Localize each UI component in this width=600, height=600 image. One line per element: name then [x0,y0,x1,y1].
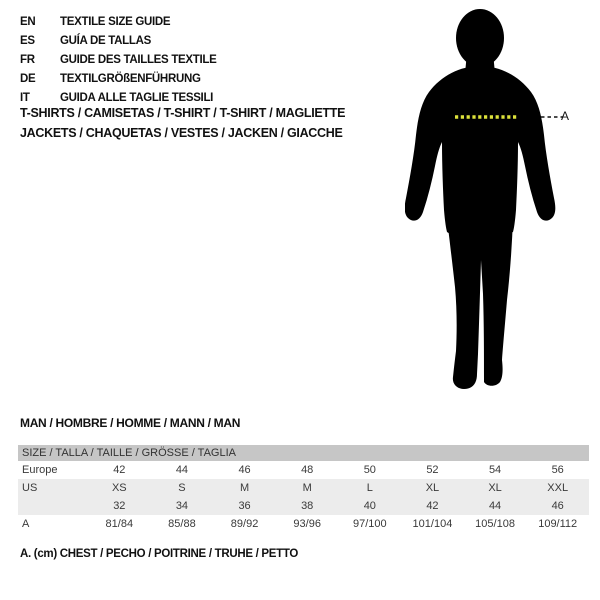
row-label: US [22,482,38,494]
language-label: GUÍA DE TALLAS [60,34,151,47]
figure-area [405,8,595,393]
table-row-europe [18,461,589,479]
size-cell: 109/112 [538,518,578,530]
language-list [20,12,217,107]
size-cell: XL [425,482,440,494]
size-cell: 40 [363,500,376,512]
measure-footnote: A. (cm) CHEST / PECHO / POITRINE / TRUHE / PETTO [20,548,299,560]
language-label: GUIDE DES TAILLES TEXTILE [60,53,217,66]
size-cell: M [239,482,250,494]
size-cell: 36 [238,500,251,512]
size-cell: 38 [301,500,314,512]
size-cell: 101/104 [412,518,453,530]
language-code: EN [20,15,36,28]
size-cell: 81/84 [105,518,134,530]
language-code: DE [20,72,36,85]
size-cell: 97/100 [352,518,387,530]
garment-categories [20,103,345,143]
language-code: IT [20,91,30,104]
language-label: TEXTILGRÖßENFÜHRUNG [60,72,201,85]
size-cell: L [366,482,373,494]
language-code: ES [20,34,35,47]
category-jackets: JACKETS / CHAQUETAS / VESTES / JACKEN / GIACCHE [20,126,343,140]
language-row-de [20,69,217,88]
size-cell: 93/96 [293,518,321,530]
size-cell: S [178,482,186,494]
language-label: TEXTILE SIZE GUIDE [60,15,171,28]
size-cell: XXL [547,482,569,494]
table-row-numeric [18,497,589,515]
size-cell: XS [111,482,127,494]
size-cell: M [302,482,312,494]
size-cell: 46 [551,500,564,512]
section-heading-man: MAN / HOMBRE / HOMME / MANN / MAN [20,416,241,430]
size-cell: 50 [363,464,376,476]
language-row-es [20,31,217,50]
size-cell: 105/108 [475,518,515,530]
row-label: Europe [22,464,58,476]
size-cell: 52 [426,464,439,476]
size-cell: 32 [113,500,126,512]
table-row-us [18,479,589,497]
size-cell: 44 [175,464,189,476]
size-cell: 46 [238,464,251,476]
size-cell: 44 [488,500,502,512]
size-cell: 48 [301,464,314,476]
size-cell: XL [488,482,502,494]
language-label: GUIDA ALLE TAGLIE TESSILI [60,91,214,104]
silhouette-legs [447,218,513,389]
size-cell: 42 [113,464,126,476]
size-cell: 56 [551,464,564,476]
language-row-fr [20,50,217,69]
size-cell: 89/92 [230,518,259,530]
row-label: A [22,518,30,530]
size-table-header: SIZE / TALLA / TAILLE / GRÖSSE / TAGLIA [18,445,589,461]
size-table [18,445,589,533]
size-cell: 42 [426,500,439,512]
size-cell: 85/88 [168,518,196,530]
language-row-en [20,12,217,31]
silhouette-torso-arms [405,66,555,239]
table-row-chest [18,515,589,533]
measure-label-a: A [561,109,570,123]
language-code: FR [20,53,35,66]
man-silhouette [405,8,595,393]
size-cell: 34 [175,500,189,512]
category-tshirts: T-SHIRTS / CAMISETAS / T-SHIRT / T-SHIRT / MAGLIETTE [20,106,346,120]
size-cell: 54 [488,464,502,476]
